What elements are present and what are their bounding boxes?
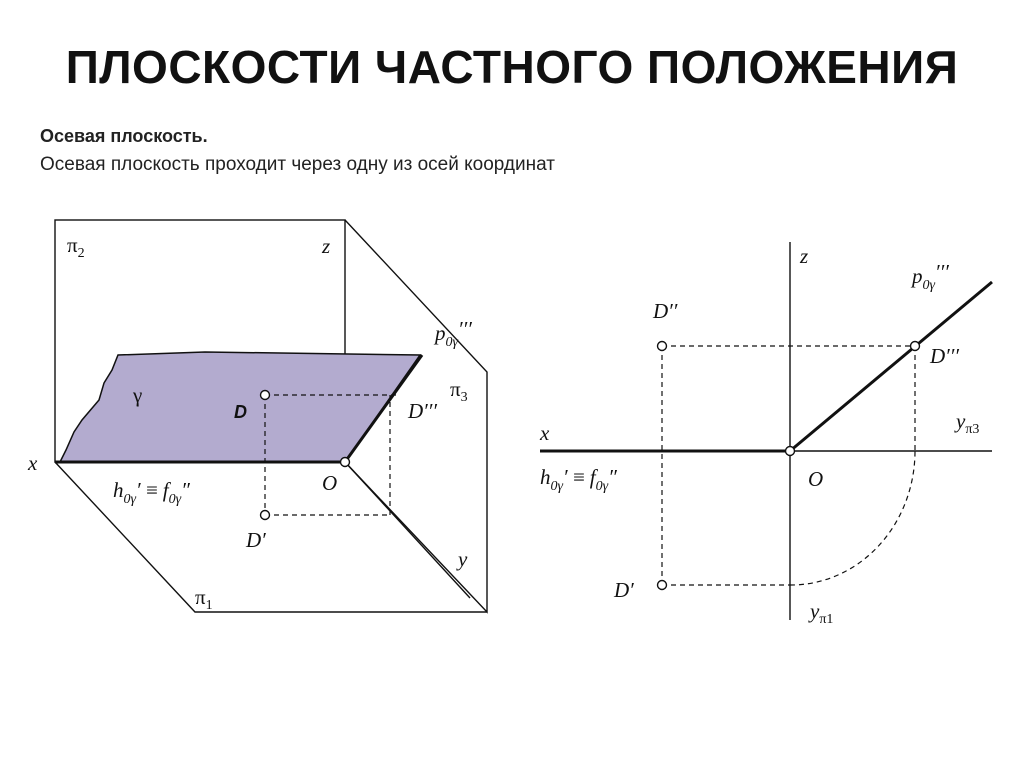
point-D1-left [261,511,270,520]
label-D3-left: D′′′ [408,399,437,423]
label-gamma: γ [133,383,143,407]
point-D2-right [658,342,667,351]
label-D3-right: D′′′ [930,344,959,368]
label-y1-right: $y_{\pi 1}$ [810,599,834,627]
left-y-axis [345,462,470,598]
label-p0-right: $p_{0\gamma}'''$ [912,260,949,293]
point-D-left [261,391,270,400]
page-title: ПЛОСКОСТИ ЧАСТНОГО ПОЛОЖЕНИЯ [65,41,959,93]
label-O-right: O [808,467,824,491]
label-D1-left: D′ [246,528,266,552]
label-p0-left: $p_{0\gamma}'''$ [435,317,472,350]
point-D3-right [911,342,920,351]
point-D1-right [658,581,667,590]
section-heading: Осевая плоскость. [40,126,208,146]
label-pi3: $\pi_3$ [450,377,468,405]
projection-lines-right [662,346,915,585]
label-y3-right: $y_{\pi 3}$ [956,409,980,437]
label-D1-right: D′ [614,578,634,602]
label-D-left: D [234,402,247,422]
label-pi2: $\pi_2$ [67,233,85,261]
label-pi1: $\pi_1$ [195,585,213,613]
point-O-right [786,447,795,456]
label-h0-f0-right: $h_{0\gamma}' \equiv f_{0\gamma}''$ [540,465,617,494]
label-h0-f0-left: $h_{0\gamma}' \equiv f_{0\gamma}''$ [113,478,190,507]
label-z-right: z [800,244,809,268]
right-diagram [540,242,992,620]
label-z-left: z [322,234,331,258]
label-O-left: O [322,471,338,495]
label-D2-right: D′′ [653,299,678,323]
label-x-right: x [540,421,550,445]
point-O-left [341,458,350,467]
section-description: Осевая плоскость проходит через одну из осей координат [40,154,555,175]
label-y-left: y [458,547,468,571]
label-x-left: x [28,451,38,475]
